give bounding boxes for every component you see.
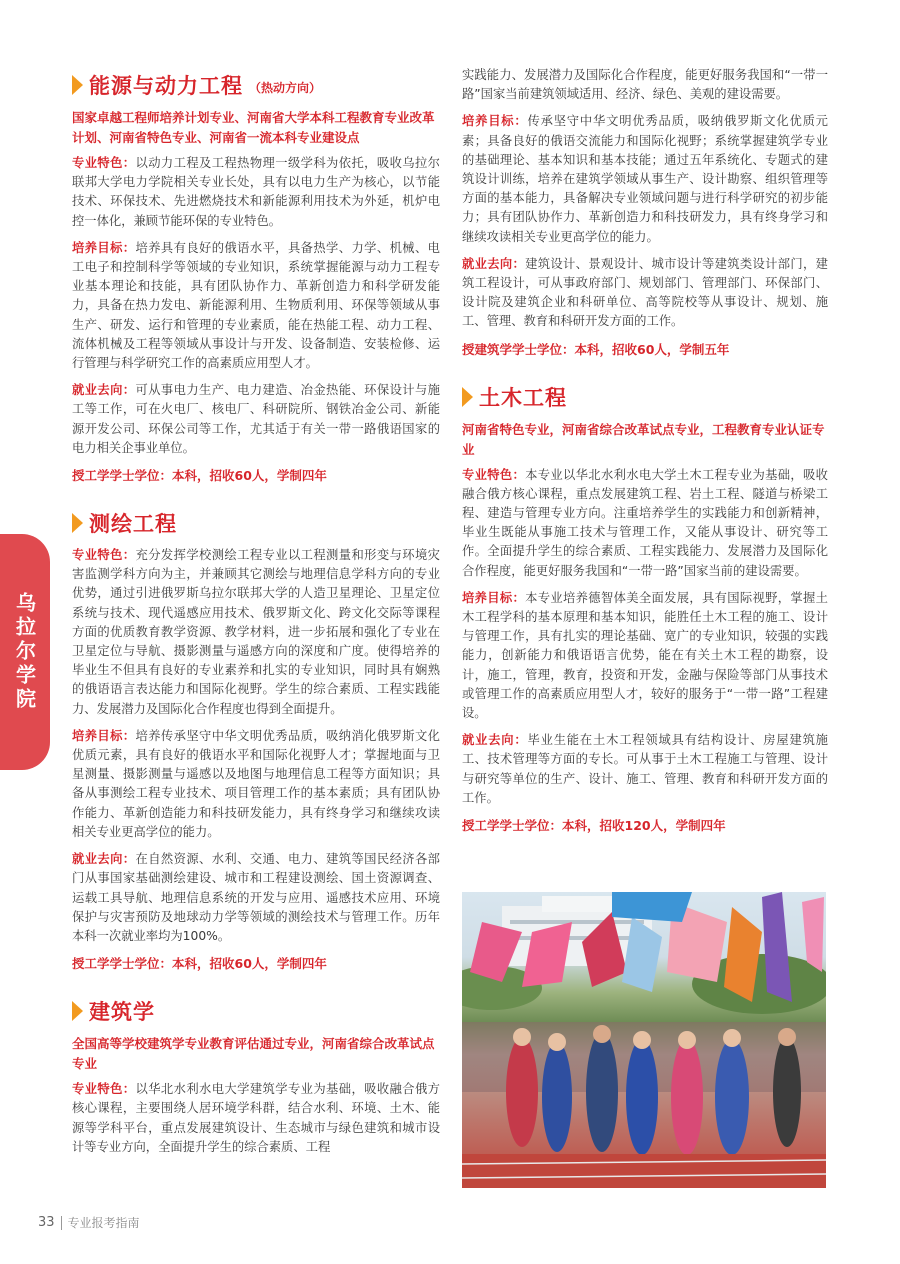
section-title: 土木工程 — [479, 385, 567, 410]
feature-label: 专业特色： — [72, 1082, 136, 1097]
section-title: 能源与动力工程 — [89, 74, 243, 98]
goal-text: 培养具有良好的俄语水平，具备热学、力学、机械、电工电子和控制科学等领域的专业知识，系统掌握能源与动力工程专业基本理论和技能，具有团队协作力、革新创造力和科学研发能力，具备在热力发电、新能源利用、生物质利用、环保等领域从事生产、研发、运行和管理的专业素质，能在热能工程、动力工程、流体机械及工程等领域从事设计与开发、设备制造、安装检修、运行管理与科学研究工作的高素质应用型人才。 — [72, 240, 440, 371]
college-side-tab — [0, 534, 50, 770]
degree-line: 授工学学士学位：本科，招收60人，学制四年 — [72, 956, 327, 972]
goal-text: 传承坚守中华文明优秀品质，吸纳俄罗斯文化优质元素；具备良好的俄语交流能力和国际化视野；系统掌握建筑学专业的基础理论、基本知识和基本技能；通过五年系统化、专题式的建筑设计训练，培养在建筑学领域从事生产、设计勘察、组织管理等方面的基本能力，具备解决专业领域问题与进行科学研究的初步能力；具有团队协作力、革新创造力和科技研发力，具有终身学习和继续攻读相关专业更高学位的能力。 — [462, 114, 828, 244]
footer-title: 专业报考指南 — [67, 1216, 140, 1230]
building-top-shape — [542, 896, 612, 912]
goal-label: 培养目标： — [462, 114, 528, 129]
feature-text: 本专业以华北水利水电大学土木工程专业为基础，吸收融合俄方核心课程，重点发展建筑工程、岩土工程、隧道与桥梁工程、建造与管理专业方向。注重培养学生的实践能力和创新精神，毕业生既能从事施工技术与管理工作，又能从事设计、研究等工作。全面提升学生的综合素质、工程实践能力、发展潜力及国际化合作程度，能更好服务我国和“一带一路”国家当前的建设需要。 — [462, 467, 828, 578]
section-surveying — [72, 508, 440, 974]
career-text: 可从事电力生产、电力建造、冶金热能、环保设计与施工等工作，可在火电厂、核电厂、科研院所、钢铁冶金公司、新能源开发公司、环保公司等工作，尤其适于有关一带一路俄语国家的电力相关企事业单位。 — [72, 383, 440, 455]
career-label: 就业去向： — [462, 256, 526, 271]
section-title: 建筑学 — [89, 1000, 155, 1025]
right-column — [462, 66, 828, 858]
section-heading — [72, 996, 440, 1026]
section-title: 测绘工程 — [89, 512, 177, 537]
career-label: 就业去向： — [462, 733, 528, 748]
goal-paragraph — [462, 589, 828, 723]
career-paragraph — [72, 381, 440, 458]
goal-paragraph — [462, 112, 828, 246]
section-energy-power — [72, 70, 440, 486]
goal-paragraph — [72, 727, 440, 842]
feature-label: 专业特色： — [72, 156, 136, 170]
goal-text: 本专业培养德智体美全面发展，具有国际视野，掌握土木工程学科的基本原理和基本知识，能胜任土木工程的施工、设计与管理工作，具有扎实的理论基础、宽广的专业知识，较强的实践能力，创新能力和俄语语言优势，能在有关土木工程的勘察，设计，施工，管理，教育，投资和开发，金融与保险等部门从事技术或管理工作的高素质应用型人才，较好的服务于“一带一路”工程建设。 — [462, 590, 828, 721]
career-text: 建筑设计、景观设计、城市设计等建筑类设计部门，建筑工程设计，可从事政府部门、规划部门、管理部门、环保部门、设计院及建筑企业和科研单位、高等院校等从事设计、规划、施工、管理、教育和科研开发方面的工作。 — [462, 256, 828, 329]
section-architecture — [72, 996, 440, 1157]
section-subtitle: （热动方向） — [249, 80, 322, 95]
goal-paragraph — [72, 239, 440, 373]
feature-paragraph — [72, 154, 440, 231]
career-paragraph — [462, 255, 828, 332]
college-side-tab-label: 乌拉尔学院 — [12, 592, 37, 712]
section-heading — [462, 382, 828, 412]
career-text: 在自然资源、水利、交通、电力、建筑等国民经济各部门从事国家基础测绘建设、城市和工程建设测绘、国土资源调查、运载工具导航、地理信息系统的开发与应用、遥感技术应用、环境保护与灾害预防及地球动力学等领域的测绘技术与管理工作。历年本科一次就业率均为100%。 — [72, 852, 440, 943]
feature-continued-text: 实践能力、发展潜力及国际化合作程度，能更好服务我国和“一带一路”国家当前建筑领域适用、经济、绿色、美观的建设需要。 — [462, 68, 828, 102]
campus-parade-photo — [462, 892, 826, 1188]
section-tagline: 河南省特色专业，河南省综合改革试点专业，工程教育专业认证专业 — [462, 421, 825, 457]
parade-illustration — [462, 892, 826, 1188]
goal-text: 培养传承坚守中华文明优秀品质，吸纳消化俄罗斯文化优质元素，具有良好的俄语水平和国际化视野人才；掌握地面与卫星测量、摄影测量与遥感以及地图与地理信息工程等方面知识；具备从事测绘工程专业技术、项目管理工作的基本素质；具有团队协作能力、革新创造能力和科技研发能力，具有终身学习和继续攻读相关专业更高学位的能力。 — [72, 728, 440, 839]
degree-line: 授建筑学学士学位：本科，招收60人，学制五年 — [462, 341, 730, 357]
goal-label: 培养目标： — [72, 240, 136, 255]
career-text: 毕业生能在土木工程领域具有结构设计、房屋建筑施工、技术管理等方面的专长。可从事于土木工程施工与管理、设计与研究等单位的生产、设计、施工、管理、教育和科研开发方面的工作。 — [462, 733, 828, 805]
goal-label: 培养目标： — [72, 728, 136, 743]
running-track-shape — [462, 1154, 826, 1188]
feature-paragraph — [72, 1080, 440, 1157]
triangle-bullet-icon — [72, 1001, 83, 1021]
degree-line: 授工学学士学位：本科，招收120人，学制四年 — [462, 818, 726, 834]
left-column — [72, 66, 440, 1165]
page-number: 33 — [38, 1215, 55, 1230]
feature-label: 专业特色： — [72, 548, 136, 563]
triangle-bullet-icon — [72, 75, 83, 95]
section-civil-engineering — [462, 382, 828, 836]
degree-line: 授工学学士学位：本科，招收60人，学制四年 — [72, 468, 327, 484]
section-architecture-continued — [462, 66, 828, 360]
feature-text: 以动力工程及工程热物理一级学科为依托，吸收乌拉尔联邦大学电力学院相关专业长处，具有以电力生产为核心，以节能技术、环保技术、先进燃烧技术和新能源利用技术为外延，机炉电控一体化，兼顾节能环保的专业特色。 — [72, 156, 440, 228]
feature-paragraph — [462, 466, 828, 581]
goal-label: 培养目标： — [462, 590, 526, 605]
career-label: 就业去向： — [72, 383, 136, 398]
footer-divider — [61, 1216, 62, 1230]
career-paragraph — [72, 850, 440, 946]
feature-paragraph — [72, 546, 440, 719]
feature-label: 专业特色： — [462, 467, 526, 482]
career-paragraph — [462, 731, 828, 808]
feature-text: 充分发挥学校测绘工程专业以工程测量和形变与环境灾害监测学科方向为主，并兼顾其它测绘与地理信息学科方向的专业优势，通过引进俄罗斯乌拉尔联邦大学的人造卫星理论、卫星定位系统与技术、现代遥感应用技术、俄罗斯文化、跨文化交际等课程方面的优质教育教学资源、教学材料，进一步拓展和强化了专业在卫星定位与导航、摄影测量与遥感方向的深度和广度。使得培养的毕业生不但具有良好的专业素养和扎实的专业知识，同时具有娴熟的俄语语言表达能力和国际化视野。学生的综合素质、工程实践能力、发展潜力及国际化合作程度也得到全面提升。 — [72, 548, 440, 716]
section-tagline: 全国高等学校建筑学专业教育评估通过专业，河南省综合改革试点专业 — [72, 1036, 435, 1072]
section-heading — [72, 70, 440, 100]
triangle-bullet-icon — [462, 387, 473, 407]
career-label: 就业去向： — [72, 852, 136, 867]
page-footer — [38, 1214, 140, 1231]
section-heading — [72, 508, 440, 538]
section-tagline: 国家卓越工程师培养计划专业、河南省大学本科工程教育专业改革计划、河南省特色专业、河南省一流本科专业建设点 — [72, 110, 435, 145]
triangle-bullet-icon — [72, 513, 83, 533]
feature-text: 以华北水利水电大学建筑学专业为基础，吸收融合俄方核心课程，主要围绕人居环境学科群，结合水利、环境、土木、能源等学科平台，重点发展建筑设计、生态城市与绿色建筑和城市设计等专业方向，全面提升学生的综合素质、工程 — [72, 1082, 440, 1154]
